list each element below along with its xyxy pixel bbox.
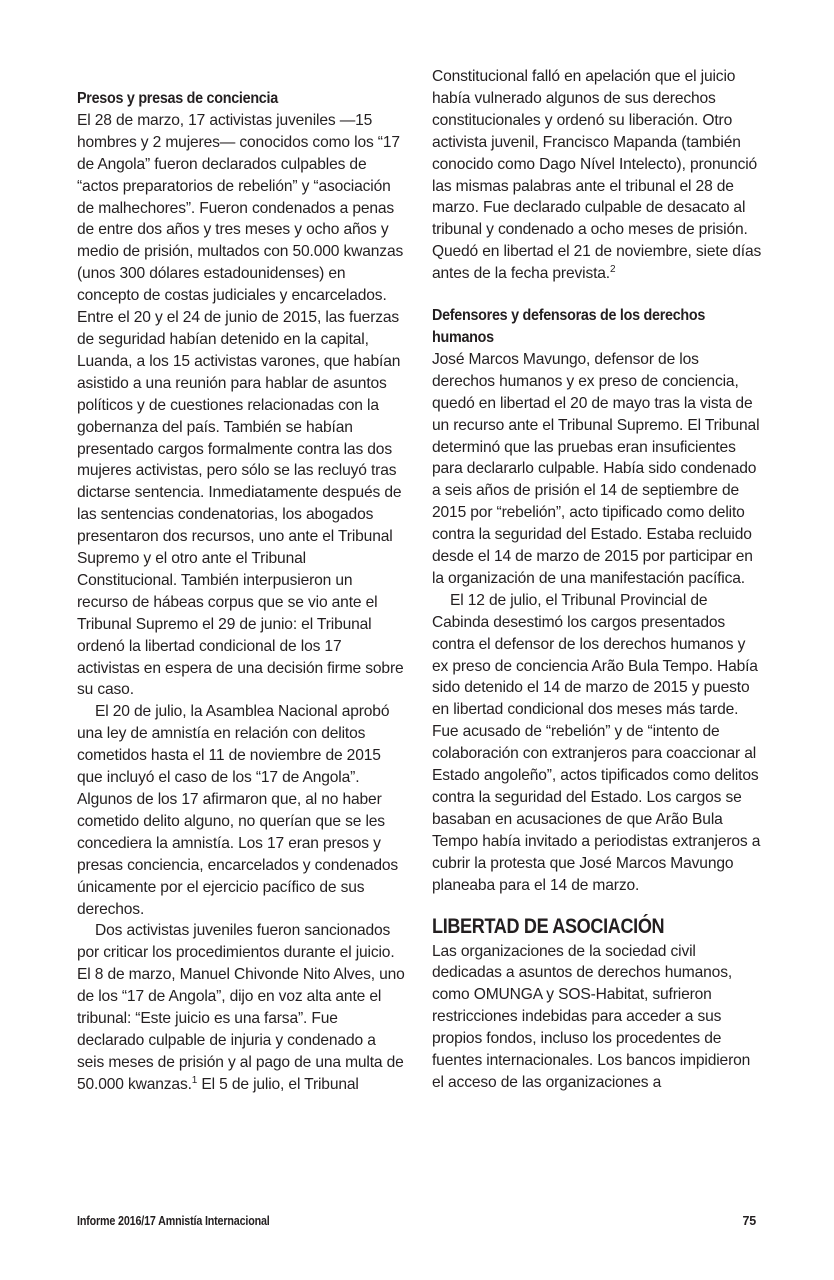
- paragraph: El 12 de julio, el Tribunal Provincial de Cabinda desestimó los cargos presentados contra el defensor de los derechos humanos y ex preso de conciencia Arão Bula Tempo. Había sido detenido el 14 de marzo de 2015 y puesto en libertad condicional dos meses más tarde. Fue acusado de “rebelión” y de “intento de colaboración con extranjeros para coaccionar al Estado angoleño”, actos tipificados como delitos contra la seguridad del Estado. Los cargos se basaban en acusaciones de que Arão Bula Tempo había invitado a periodistas extranjeros a cubrir la protesta que José Marcos Mavungo planeaba para el 14 de marzo.: [432, 591, 761, 894]
- paragraph: [77, 920, 407, 1095]
- paragraph-text: Constitucional falló en apelación que el juicio había vulnerado algunos de sus derechos constitucionales y ordenó su liberación. Otro activista juvenil, Francisco Mapanda (también conocido como Dago Nível Intelecto), pronunció las mismas palabras ante el tribunal el 28 de marzo. Fue declarado culpable de desacato al tribunal y condenado a ocho meses de prisión. Quedó en libertad el 21 de noviembre, siete días antes de la fecha prevista.: [432, 68, 762, 283]
- section-title-freedom-of-association: LIBERTAD DE ASOCIACIÓN: [432, 914, 665, 938]
- paragraph: [432, 66, 762, 285]
- footer-publication: Informe 2016/17 Amnistía Internacional: [77, 1214, 270, 1228]
- spacer: [432, 897, 762, 913]
- paragraph: Las organizaciones de la sociedad civil dedicadas a asuntos de derechos humanos, como OMUNGA y SOS-Habitat, sufrieron restricciones indebidas para acceder a sus propios fondos, incluso los procedentes de fuentes internacionales. Los bancos impidieron el acceso de las organizaciones a: [432, 942, 751, 1091]
- section-heading-prisoners-of-conscience: Presos y presas de conciencia: [77, 90, 278, 107]
- right-column: [432, 66, 762, 1094]
- paragraph-text: El 5 de julio, el Tribunal: [197, 1075, 359, 1093]
- paragraph: El 28 de marzo, 17 activistas juveniles —15 hombres y 2 mujeres— conocidos como los “17 de Angola” fueron declarados culpables de “actos preparatorios de rebelión” y “asociación de malhechores”. Fueron condenados a penas de entre dos años y tres meses y ocho años y medio de prisión, multados con 50.000 kwanzas (unos 300 dólares estadounidenses) en concepto de costas judiciales y encarcelados. Entre el 20 y el 24 de junio de 2015, las fuerzas de seguridad habían detenido en la capital, Luanda, a los 15 activistas varones, que habían asistido a una reunión para hablar de asuntos políticos y de cuestiones relacionadas con la gobernanza del país. También se habían presentado cargos formalmente contra las dos mujeres activistas, pero sólo se las recluyó tras dictarse sentencia. Inmediatamente después de las sentencias condenatorias, los abogados presentaron dos recursos, uno ante el Tribunal Supremo y el otro ante el Tribunal Constitucional. También interpusieron un recurso de hábeas corpus que se vio ante el Tribunal Supremo el 29 de junio: el Tribunal ordenó la libertad condicional de los 17 activistas en espera de una decisión firme sobre su caso.: [77, 111, 404, 699]
- paragraph-text: Dos activistas juveniles fueron sancionados por criticar los procedimientos durante el juicio. El 8 de marzo, Manuel Chivonde Nito Alves, uno de los “17 de Angola”, dijo en voz alta ante el tribunal: “Este juicio es una farsa”. Fue declarado culpable de injuria y condenado a seis meses de prisión y al pago de una multa de 50.000 kwanzas.: [77, 922, 405, 1093]
- footnote-reference[interactable]: 1: [191, 1074, 198, 1086]
- paragraph: El 20 de julio, la Asamblea Nacional aprobó una ley de amnistía en relación con delitos cometidos hasta el 11 de noviembre de 2015 que incluyó el caso de los “17 de Angola”. Algunos de los 17 afirmaron que, al no haber cometido delito alguno, no querían que se les concediera la amnistía. Los 17 eran presos y presas conciencia, encarcelados y condenados únicamente por el ejercicio pacífico de sus derechos.: [77, 703, 399, 918]
- footnote-reference[interactable]: 2: [610, 264, 616, 276]
- paragraph: José Marcos Mavungo, defensor de los derechos humanos y ex preso de conciencia, quedó en libertad el 20 de mayo tras la vista de un recurso ante el Tribunal Supremo. El Tribunal determinó que las pruebas eran insuficientes para declararlo culpable. Había sido condenado a seis años de prisión el 14 de septiembre de 2015 por “rebelión”, acto tipificado como delito contra la seguridad del Estado. Estaba recluido desde el 14 de marzo de 2015 por participar en la organización de una manifestación pacífica.: [432, 350, 760, 587]
- page-number: 75: [742, 1214, 756, 1228]
- section-heading-human-rights-defenders: Defensores y defensoras de los derechos humanos: [432, 307, 706, 346]
- spacer: [432, 285, 762, 305]
- left-column: [77, 88, 407, 1096]
